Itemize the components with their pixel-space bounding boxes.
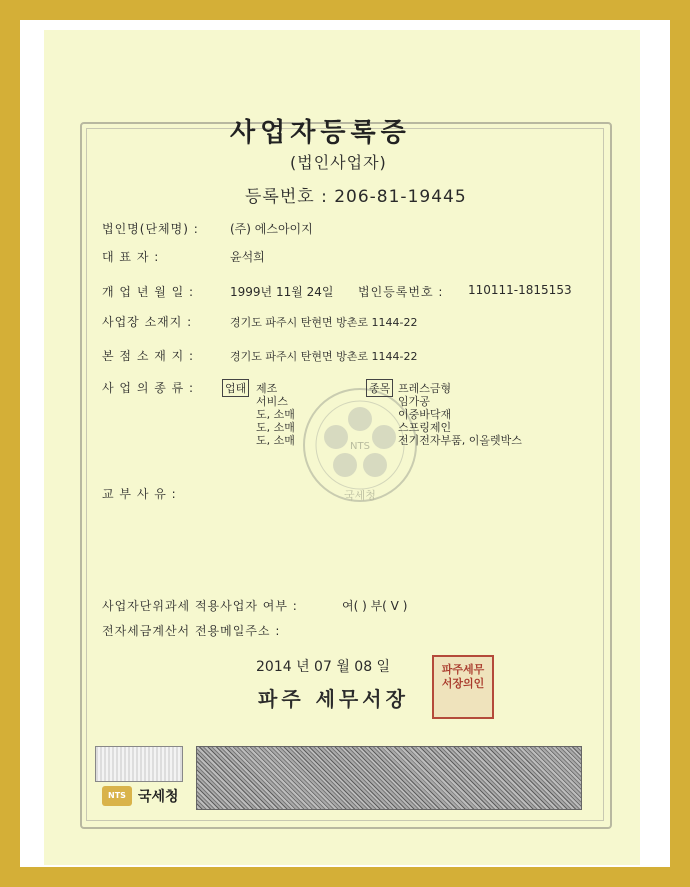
registration-number: 등록번호 : 206-81-19445	[245, 187, 467, 207]
jongmok-item: 프레스금형	[398, 382, 452, 395]
biz-address-label: 사업장 소재지 :	[102, 315, 193, 329]
certificate-title: 사업자등록증	[230, 118, 411, 148]
corp-name-label: 법인명(단체명) :	[102, 222, 199, 236]
certificate-subtitle: (법인사업자)	[290, 153, 387, 172]
corp-name-value: (주) 에스아이지	[230, 222, 313, 236]
open-date-value: 1999년 11월 24일	[230, 285, 334, 299]
representative-value: 윤석희	[230, 250, 265, 264]
security-barcode	[196, 746, 582, 810]
jongmok-item: 이중바닥재	[398, 408, 452, 421]
corp-reg-label: 법인등록번호 :	[358, 285, 444, 299]
corp-reg-value: 110111-1815153	[468, 283, 572, 297]
hq-address-label: 본 점 소 재 지 :	[102, 349, 195, 363]
seal-center-text: NTS	[350, 441, 370, 452]
business-type-label: 사 업 의 종 류 :	[102, 381, 195, 395]
issue-date: 2014 년 07 월 08 일	[256, 659, 391, 675]
open-date-label: 개 업 년 월 일 :	[102, 285, 195, 299]
nts-logo-icon: NTS	[102, 786, 132, 806]
uptae-item: 도, 소매	[256, 421, 295, 434]
uptae-item: 도, 소매	[256, 434, 295, 447]
unit-taxation-label: 사업자단위과세 적용사업자 여부 :	[102, 599, 298, 613]
biz-address-value: 경기도 파주시 탄현면 방촌로 1144-22	[230, 316, 418, 329]
uptae-tag: 업태	[222, 379, 249, 397]
jongmok-tag: 종목	[366, 379, 393, 397]
nts-name: 국세청	[138, 789, 179, 805]
e-invoice-email-label: 전자세금계산서 전용메일주소 :	[102, 624, 281, 638]
jongmok-item: 전기전자부품, 이올렛박스	[398, 434, 522, 447]
issuing-office: 파주 세무서장	[258, 687, 409, 711]
uptae-item: 도, 소매	[256, 408, 295, 421]
hq-address-value: 경기도 파주시 탄현면 방촌로 1144-22	[230, 350, 418, 363]
unit-taxation-value: 여( ) 부( V )	[342, 599, 408, 613]
official-stamp	[432, 655, 494, 719]
stamp-text: 파주세무서장의인	[441, 663, 485, 690]
uptae-item: 서비스	[256, 395, 288, 408]
jongmok-item: 임가공	[398, 395, 430, 408]
uptae-item: 제조	[256, 382, 278, 395]
representative-label: 대 표 자 :	[102, 250, 160, 264]
issue-reason-label: 교 부 사 유 :	[102, 487, 177, 501]
jongmok-item: 스프링제인	[398, 421, 452, 434]
security-pattern-box	[95, 746, 183, 782]
seal-bottom-text: 국세청	[344, 489, 376, 502]
